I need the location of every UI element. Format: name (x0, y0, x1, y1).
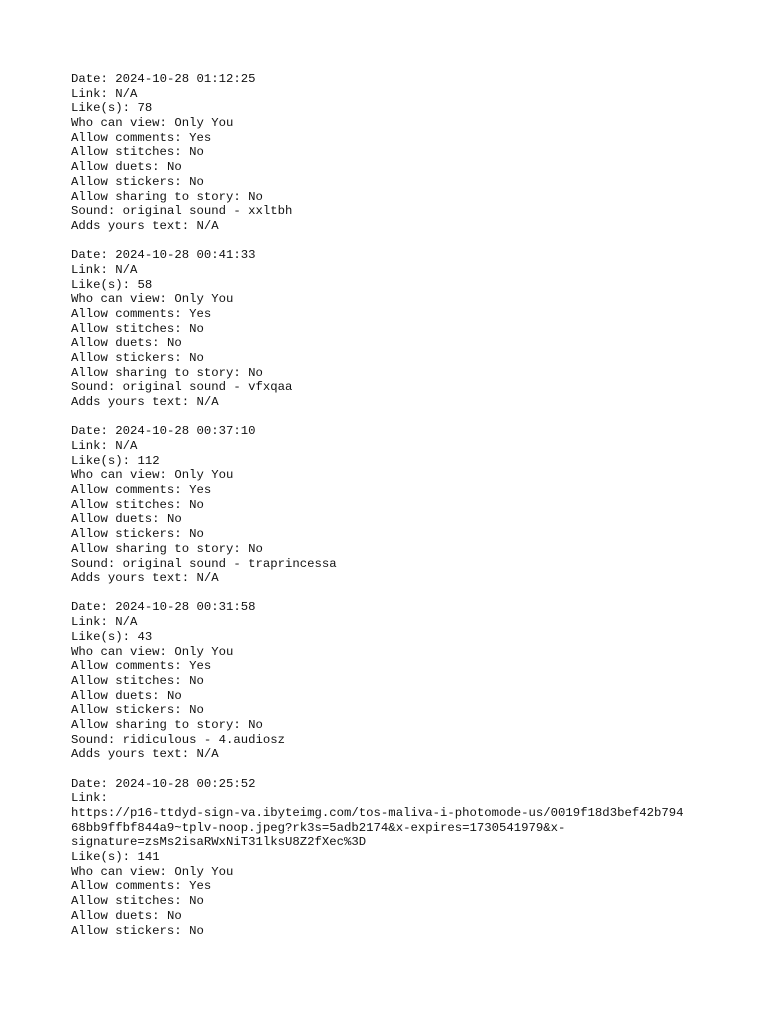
sound-value: original sound - traprincessa (122, 556, 337, 571)
allow-stitches-label: Allow stitches: (71, 673, 182, 688)
sound-line (71, 733, 731, 748)
who-can-view-line (71, 292, 731, 307)
link-value: N/A (115, 262, 138, 277)
allow-duets-line (71, 689, 731, 704)
sound-line (71, 380, 731, 395)
allow-stickers-line (71, 527, 731, 542)
sound-label: Sound: (71, 380, 116, 395)
who-can-view-line (71, 116, 731, 131)
allow-sharing-line (71, 366, 731, 381)
allow-stickers-line (71, 351, 731, 366)
likes-label: Like(s): (71, 629, 131, 644)
likes-value: 78 (137, 101, 153, 116)
post-entry (71, 600, 731, 762)
allow-duets-line (71, 160, 731, 175)
allow-comments-label: Allow comments: (71, 306, 182, 321)
who-can-view-value: Only You (174, 864, 234, 879)
date-line (71, 600, 731, 615)
allow-stickers-value: No (189, 174, 204, 189)
allow-comments-value: Yes (189, 483, 212, 498)
adds-yours-value: N/A (196, 395, 219, 410)
post-entry (71, 424, 731, 586)
allow-stickers-value: No (189, 923, 204, 938)
link-value: N/A (115, 86, 138, 101)
allow-comments-label: Allow comments: (71, 659, 182, 674)
allow-sharing-value: No (248, 189, 263, 204)
likes-line (71, 630, 731, 645)
date-value: 2024-10-28 01:12:25 (115, 72, 256, 86)
allow-stitches-value: No (189, 673, 204, 688)
date-value: 2024-10-28 00:31:58 (115, 600, 256, 615)
link-label: Link: (71, 615, 108, 630)
who-can-view-line (71, 865, 731, 880)
allow-comments-line (71, 307, 731, 322)
allow-stickers-label: Allow stickers: (71, 527, 182, 542)
allow-stitches-line (71, 894, 731, 909)
allow-duets-value: No (166, 512, 182, 527)
sound-value: original sound - xxltbh (122, 204, 293, 219)
allow-stickers-label: Allow stickers: (71, 174, 182, 189)
who-can-view-label: Who can view: (71, 644, 167, 659)
link-value: N/A (115, 615, 138, 630)
adds-yours-label: Adds yours text: (71, 218, 190, 233)
date-value: 2024-10-28 00:25:52 (115, 776, 256, 791)
allow-duets-value: No (166, 336, 182, 351)
allow-sharing-line (71, 542, 731, 557)
allow-duets-line (71, 512, 731, 527)
who-can-view-line (71, 468, 731, 483)
allow-comments-line (71, 131, 731, 146)
post-entry (71, 72, 731, 234)
allow-stickers-value: No (189, 703, 204, 718)
date-value: 2024-10-28 00:37:10 (115, 424, 256, 439)
allow-comments-line (71, 483, 731, 498)
who-can-view-line (71, 645, 731, 660)
allow-sharing-label: Allow sharing to story: (71, 717, 241, 732)
allow-stitches-line (71, 674, 731, 689)
post-entry (71, 248, 731, 410)
allow-comments-value: Yes (189, 306, 212, 321)
allow-stitches-line (71, 498, 731, 513)
date-line (71, 248, 731, 263)
date-line (71, 424, 731, 439)
allow-duets-label: Allow duets: (71, 512, 160, 527)
allow-stitches-label: Allow stitches: (71, 321, 182, 336)
likes-label: Like(s): (71, 277, 131, 292)
allow-comments-line (71, 879, 731, 894)
allow-stitches-label: Allow stitches: (71, 497, 182, 512)
likes-label: Like(s): (71, 453, 131, 468)
link-label: Link: (71, 86, 108, 101)
document-page (71, 72, 731, 953)
sound-label: Sound: (71, 204, 116, 219)
allow-comments-line (71, 659, 731, 674)
allow-sharing-label: Allow sharing to story: (71, 189, 241, 204)
allow-stitches-value: No (189, 321, 204, 336)
date-label: Date: (71, 424, 108, 439)
link-line (71, 791, 731, 806)
allow-duets-label: Allow duets: (71, 160, 160, 175)
allow-sharing-value: No (248, 541, 263, 556)
adds-yours-value: N/A (196, 571, 219, 586)
link-label: Link: (71, 791, 108, 806)
adds-yours-line (71, 219, 731, 234)
allow-stitches-label: Allow stitches: (71, 894, 182, 909)
date-label: Date: (71, 248, 108, 263)
sound-value: original sound - vfxqaa (122, 380, 293, 395)
allow-stickers-value: No (189, 350, 204, 365)
allow-duets-line (71, 909, 731, 924)
link-label: Link: (71, 439, 108, 453)
allow-comments-value: Yes (189, 879, 212, 894)
likes-label: Like(s): (71, 850, 131, 865)
allow-duets-value: No (166, 160, 182, 175)
sound-value: ridiculous - 4.audiosz (122, 732, 286, 747)
allow-sharing-value: No (248, 717, 263, 732)
adds-yours-label: Adds yours text: (71, 571, 190, 586)
allow-duets-line (71, 336, 731, 351)
who-can-view-label: Who can view: (71, 116, 167, 131)
sound-label: Sound: (71, 556, 116, 571)
allow-duets-value: No (166, 908, 182, 923)
date-line (71, 72, 731, 87)
allow-stitches-value: No (189, 894, 204, 909)
sound-label: Sound: (71, 732, 116, 747)
who-can-view-label: Who can view: (71, 864, 167, 879)
allow-stickers-value: No (189, 527, 204, 542)
allow-comments-value: Yes (189, 130, 212, 145)
link-line (71, 615, 731, 630)
who-can-view-label: Who can view: (71, 468, 167, 483)
likes-value: 58 (137, 277, 153, 292)
adds-yours-value: N/A (196, 747, 219, 762)
link-url-part[interactable]: 68bb9ffbf844a9~tplv-noop.jpeg?rk3s=5adb2174&x-expires=1730541979&x- (71, 820, 566, 835)
allow-comments-label: Allow comments: (71, 879, 182, 894)
date-value: 2024-10-28 00:41:33 (115, 248, 256, 263)
allow-comments-label: Allow comments: (71, 130, 182, 145)
likes-line (71, 850, 731, 865)
link-url-line[interactable] (71, 821, 731, 836)
date-label: Date: (71, 776, 108, 791)
who-can-view-value: Only You (174, 292, 234, 307)
who-can-view-label: Who can view: (71, 292, 167, 307)
allow-stickers-label: Allow stickers: (71, 703, 182, 718)
allow-stitches-label: Allow stitches: (71, 145, 182, 160)
allow-sharing-line (71, 190, 731, 205)
allow-sharing-label: Allow sharing to story: (71, 541, 241, 556)
adds-yours-label: Adds yours text: (71, 747, 190, 762)
adds-yours-line (71, 395, 731, 410)
allow-stickers-label: Allow stickers: (71, 923, 182, 938)
link-line (71, 439, 731, 454)
who-can-view-value: Only You (174, 116, 234, 131)
sound-line (71, 204, 731, 219)
link-url-part[interactable]: https://p16-ttdyd-sign-va.ibyteimg.com/tos-maliva-i-photomode-us/0019f18d3bef42b794 (71, 806, 684, 820)
likes-line (71, 278, 731, 293)
adds-yours-line (71, 571, 731, 586)
date-label: Date: (71, 72, 108, 86)
allow-stickers-label: Allow stickers: (71, 350, 182, 365)
link-line (71, 87, 731, 102)
adds-yours-value: N/A (196, 218, 219, 233)
allow-stickers-line (71, 175, 731, 190)
allow-duets-label: Allow duets: (71, 336, 160, 351)
allow-stitches-line (71, 322, 731, 337)
likes-value: 43 (137, 629, 153, 644)
allow-sharing-label: Allow sharing to story: (71, 365, 241, 380)
link-url-line[interactable] (71, 806, 731, 821)
link-url-part[interactable]: signature=zsMs2isaRWxNiT31lksU8Z2fXec%3D (71, 835, 367, 850)
allow-duets-label: Allow duets: (71, 688, 160, 703)
post-entry (71, 777, 731, 939)
allow-stitches-value: No (189, 145, 204, 160)
adds-yours-line (71, 747, 731, 762)
link-line (71, 263, 731, 278)
allow-duets-label: Allow duets: (71, 908, 160, 923)
sound-line (71, 557, 731, 572)
likes-line (71, 454, 731, 469)
allow-stickers-line (71, 924, 731, 939)
allow-sharing-line (71, 718, 731, 733)
allow-sharing-value: No (248, 365, 263, 380)
allow-stitches-line (71, 145, 731, 160)
likes-value: 112 (137, 453, 160, 468)
link-label: Link: (71, 262, 108, 277)
allow-comments-label: Allow comments: (71, 483, 182, 498)
link-value: N/A (115, 439, 138, 453)
who-can-view-value: Only You (174, 468, 234, 483)
allow-duets-value: No (166, 688, 182, 703)
likes-line (71, 101, 731, 116)
link-url-line[interactable] (71, 835, 731, 850)
date-label: Date: (71, 600, 108, 615)
adds-yours-label: Adds yours text: (71, 395, 190, 410)
likes-value: 141 (137, 850, 160, 865)
allow-stickers-line (71, 703, 731, 718)
allow-stitches-value: No (189, 497, 204, 512)
allow-comments-value: Yes (189, 659, 212, 674)
likes-label: Like(s): (71, 101, 131, 116)
who-can-view-value: Only You (174, 644, 234, 659)
date-line (71, 777, 731, 792)
